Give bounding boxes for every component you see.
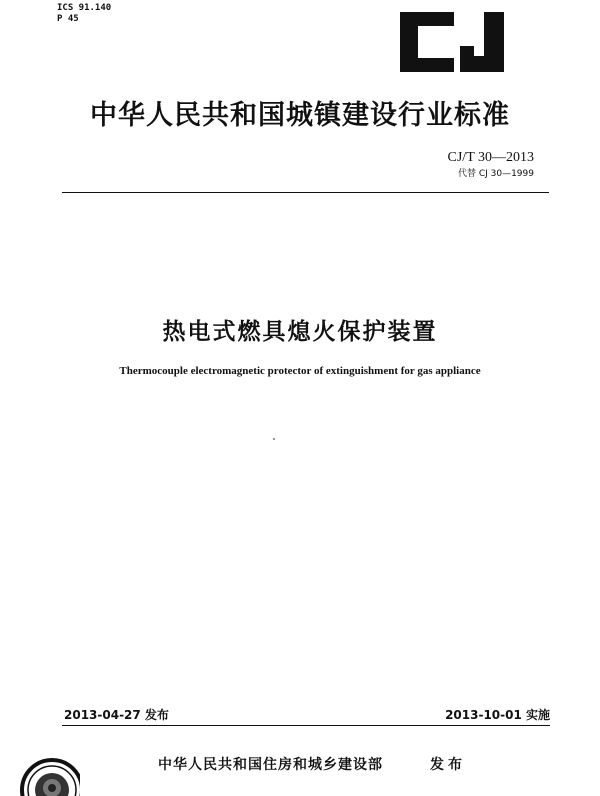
document-title-en: Thermocouple electromagnetic protector of extinguishment for gas appliance — [119, 365, 481, 377]
scan-speck — [273, 438, 275, 440]
top-divider — [62, 192, 549, 193]
cj-logo — [398, 12, 516, 72]
ics-code: ICS 91.140 — [57, 3, 112, 13]
standard-code: CJ/T 30—2013 — [447, 150, 534, 165]
replaces-standard: 代替 CJ 30—1999 — [457, 169, 534, 179]
official-seal — [20, 752, 80, 796]
publish-date: 2013-04-27 发布 — [64, 708, 169, 722]
ccs-code: P 45 — [57, 14, 79, 24]
implement-date: 2013-10-01 实施 — [445, 708, 550, 722]
issuing-authority: 中华人民共和国住房和城乡建设部 — [158, 757, 383, 773]
classification-codes — [57, 3, 111, 25]
document-title-cn: 热电式燃具熄火保护装置 — [162, 319, 438, 345]
issue-label: 发布 — [430, 757, 466, 773]
bottom-divider — [62, 725, 550, 726]
standard-category-title: 中华人民共和国城镇建设行业标准 — [90, 100, 510, 131]
